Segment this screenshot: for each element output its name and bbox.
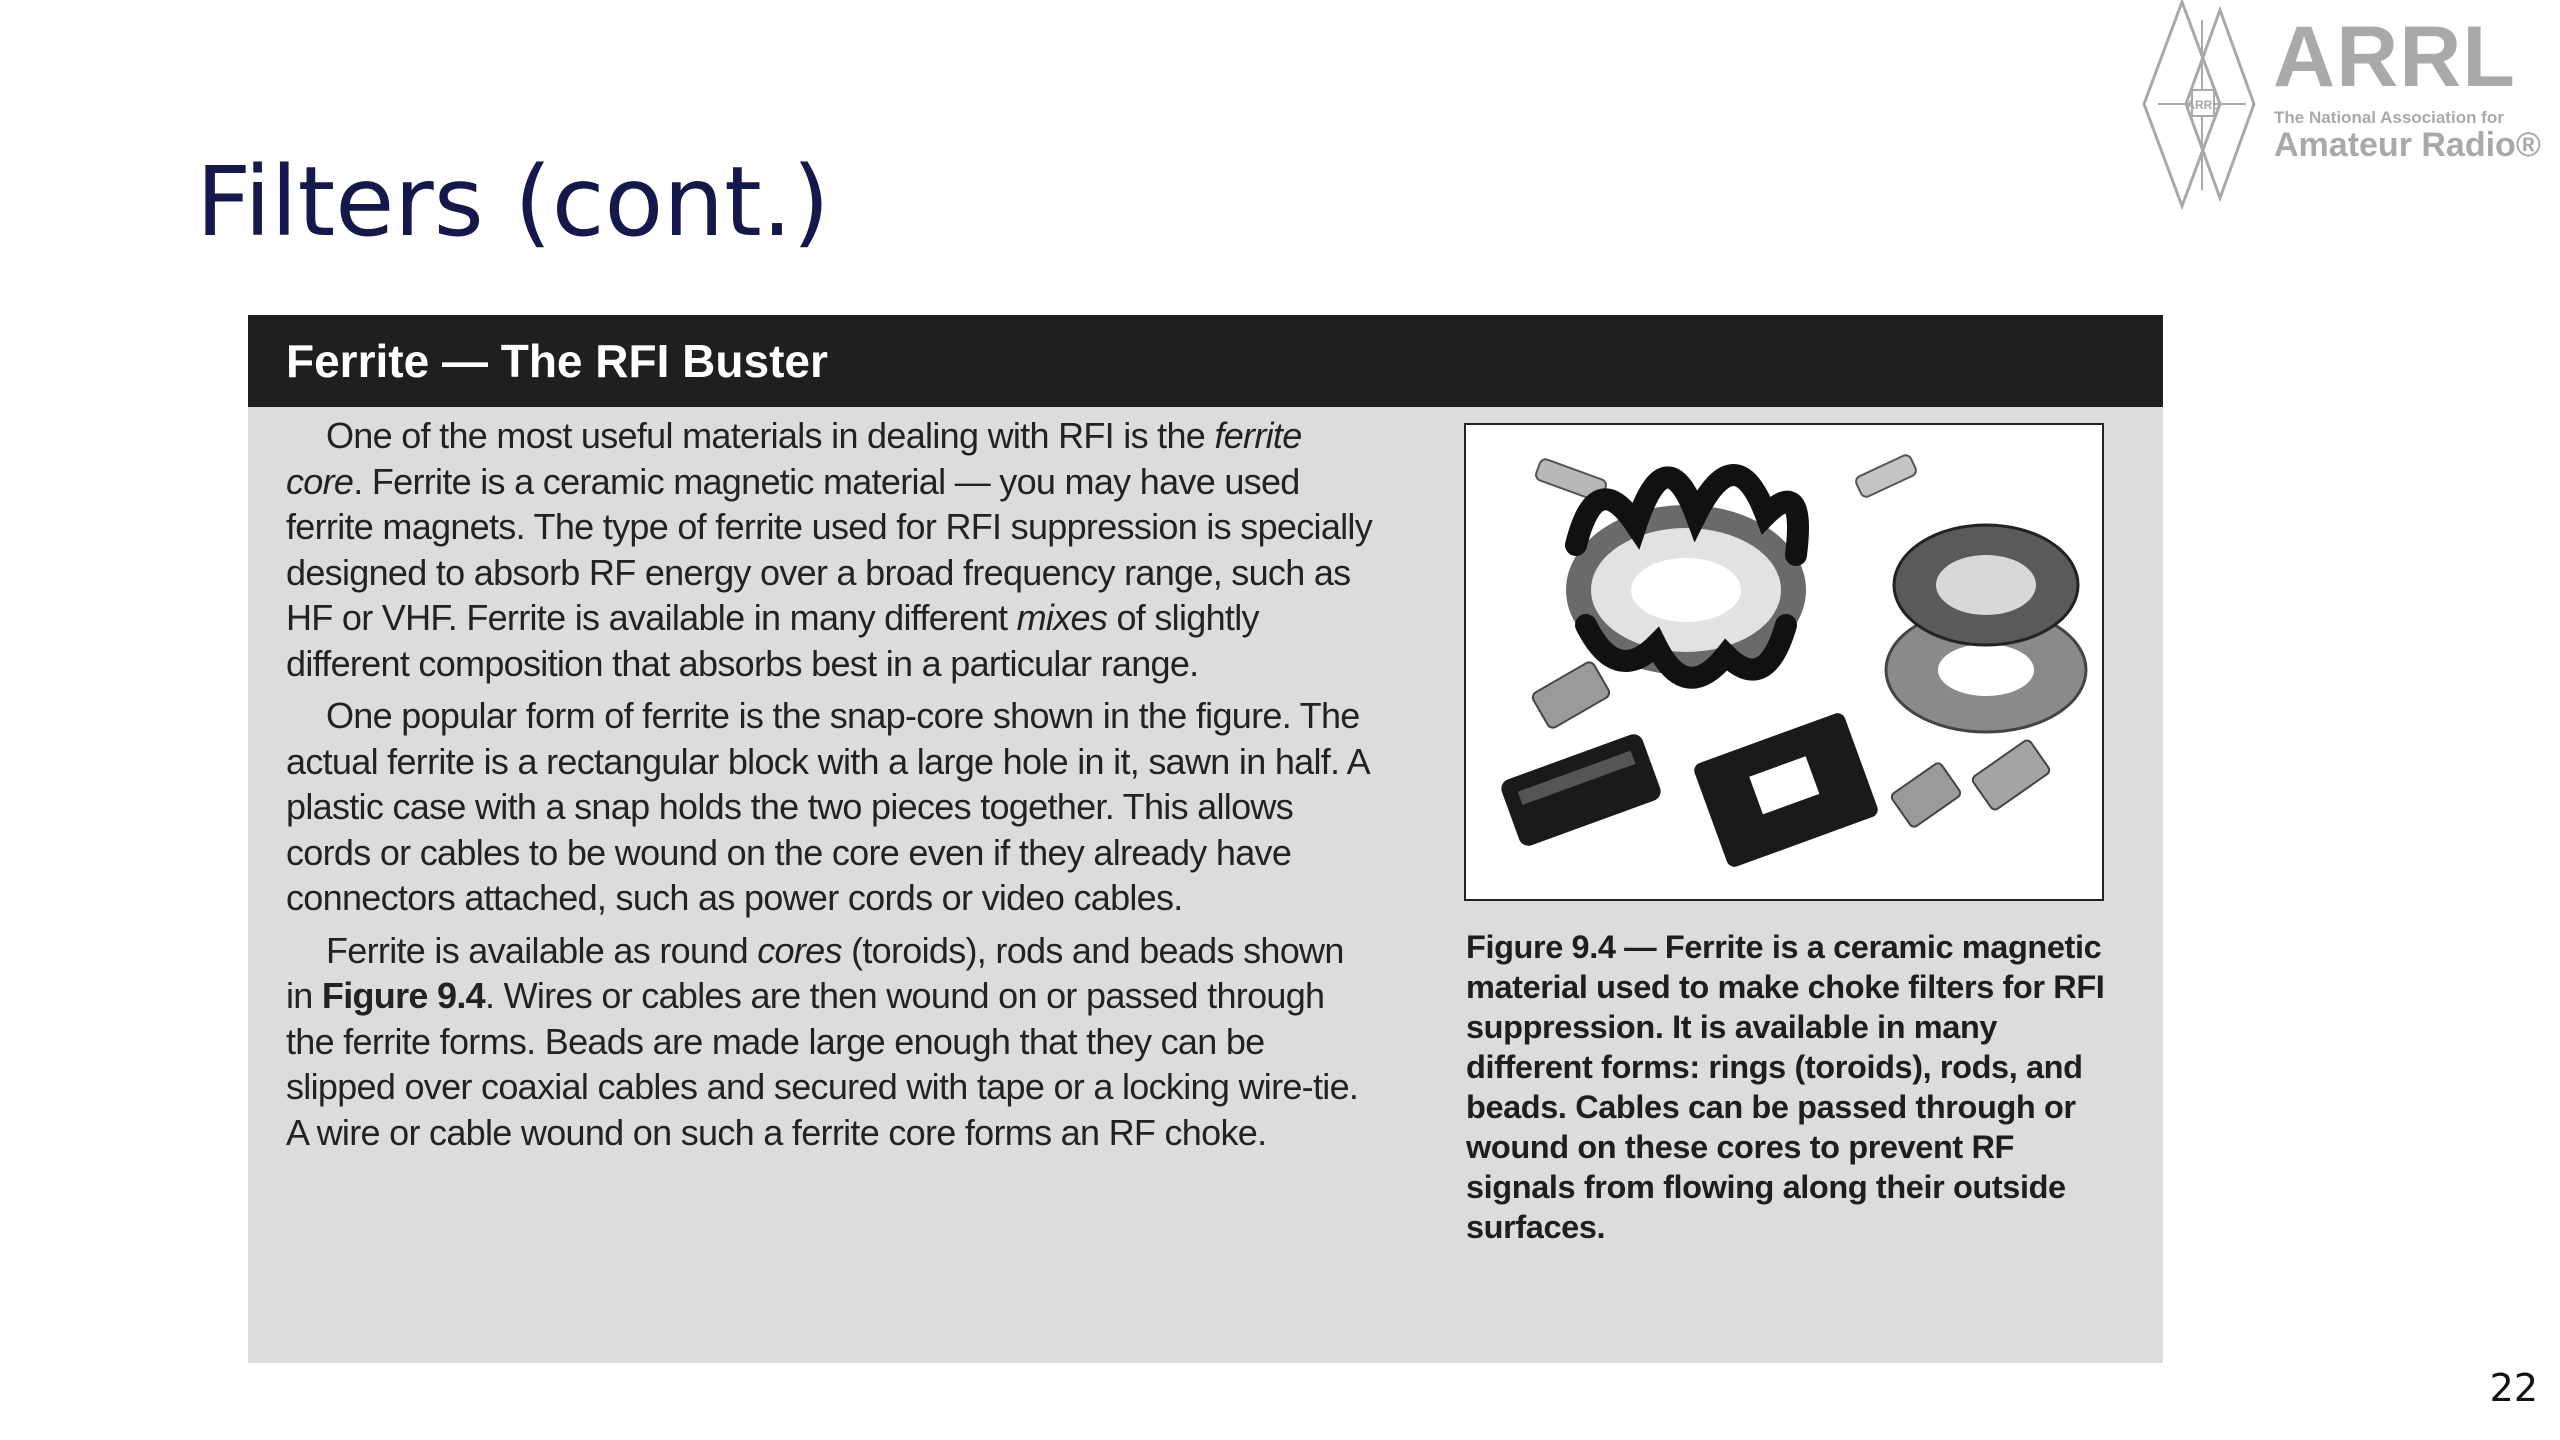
text-run: . Ferrite is a ceramic magnetic material — you may have used ferrite magnets. The type of ferrite used for RFI suppression is specially designed to absorb RF energy over a broad frequency range, such as HF or VHF. Ferrite is available in many different (286, 460, 1373, 638)
logo-wordmark: ARRL (2273, 9, 2516, 105)
text-run: cores (757, 929, 842, 971)
text-run: Ferrite is available as round (326, 929, 758, 971)
arrl-logo (2140, 0, 2560, 210)
wound-toroid-icon (1566, 475, 1806, 678)
sidebar-body (286, 413, 1376, 1162)
text-run: mixes (1016, 597, 1108, 638)
sidebar-header: Ferrite — The RFI Buster (248, 315, 2163, 407)
text-run: ferrite core (286, 415, 1302, 502)
text-run: One popular form of ferrite is the snap-core shown in the figure. The actual ferrite is a rectangular block with a large hole in it, sawn in half. A plastic case with a snap holds the two pieces together. This allows cords or cables to be wound on the core even if they already have connectors attached, such as power cords or video cables. (286, 695, 1369, 918)
text-run: (toroids), rods and beads shown in (286, 929, 1344, 1016)
slide-title: Filters (cont.) (196, 146, 830, 258)
text-run: One of the most useful materials in dealing with RFI is the (326, 415, 1215, 456)
text-run: Figure 9.4 (321, 975, 485, 1016)
sidebar-box (248, 315, 2163, 1363)
figure-9-4-photo (1464, 423, 2104, 901)
figure-caption: Figure 9.4 — Ferrite is a ceramic magnetic material used to make choke filters for RFI suppression. It is available in many different forms: rings (toroids), rods, and beads. Cables can be passed through or wound on these cores to prevent RF signals from flowing along their outside surfaces. (1466, 929, 2105, 1245)
paragraph-1 (286, 413, 1376, 686)
text-run: of slightly different composition that absorbs best in a particular range. (286, 597, 1259, 684)
paragraph-2 (286, 693, 1376, 921)
arrl-diamond-emblem-icon (2140, 0, 2270, 210)
paragraph-3 (286, 928, 1376, 1156)
page-number: 22 (2489, 1366, 2538, 1410)
text-run: . Wires or cables are then wound on or passed through the ferrite forms. Beads are made large enough that they can be slipped over coaxial cables and secured with tape or a locking wire-tie. A wire or cable wound on such a ferrite core forms an RF choke. (286, 975, 1359, 1153)
ferrite-cores-illustration (1466, 425, 2102, 899)
logo-tagline-2: Amateur Radio® (2274, 126, 2541, 164)
logo-tagline-1: The National Association for (2274, 108, 2504, 127)
emblem-letters: ARRL (2186, 98, 2220, 112)
ferrite-ring-icon (1886, 525, 2086, 732)
